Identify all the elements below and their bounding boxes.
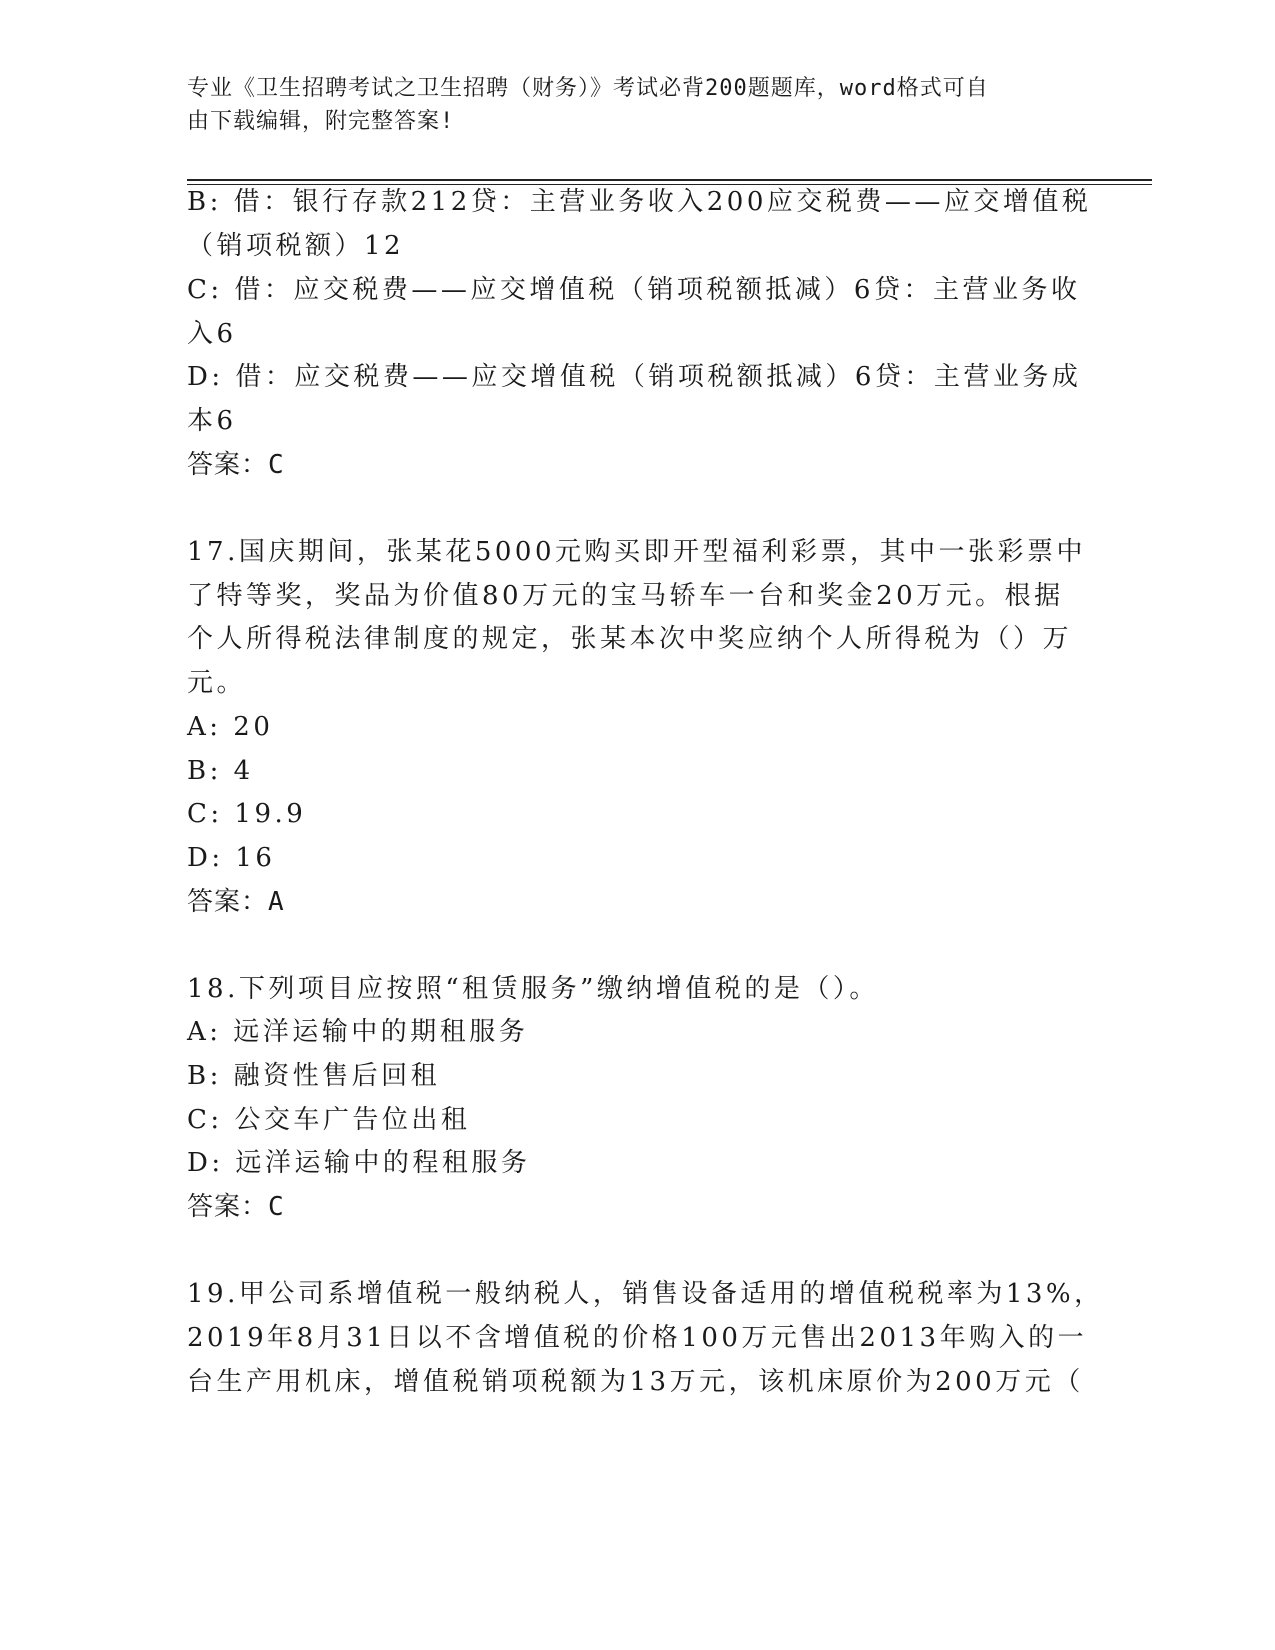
q16-answer-label: 答案： [187,450,269,480]
q18-option-a: A: 远洋运输中的期租服务 [187,1017,529,1047]
q17-option-c: C: 19.9 [187,799,307,829]
header-divider-thin [187,184,1152,185]
q17-option-d: D: 16 [187,843,276,873]
q17-answer-value: A [268,887,285,917]
q16-option-b-line-1: B: 借：银行存款212贷：主营业务收入200应交税费——应交增值税 [187,187,1092,217]
header-divider-thick [187,179,1152,181]
q18-option-c: C: 公交车广告位出租 [187,1105,471,1135]
q16-option-d-line-2: 本6 [187,406,237,436]
q17-answer [187,887,285,917]
q18-answer-value: C [268,1192,285,1222]
q17-option-b: B: 4 [187,756,254,786]
page-header [187,72,1087,138]
q19-stem-line-3: 台生产用机床，增值税销项税额为13万元，该机床原价为200万元（ [187,1367,1084,1397]
q17-stem-line-1: 17.国庆期间，张某花5000元购买即开型福利彩票，其中一张彩票中 [187,537,1087,567]
q18-option-d: D: 远洋运输中的程租服务 [187,1148,531,1178]
q18-answer-label: 答案： [187,1192,269,1222]
q16-answer-value: C [268,450,285,480]
q19-stem-line-1: 19.甲公司系增值税一般纳税人，销售设备适用的增值税税率为13%， [187,1279,1104,1309]
q16-option-c-line-1: C: 借：应交税费——应交增值税（销项税额抵减）6贷：主营业务收 [187,275,1081,305]
q19-stem-line-2: 2019年8月31日以不含增值税的价格100万元售出2013年购入的一 [187,1323,1088,1353]
q17-stem-line-4: 元。 [187,668,247,698]
q17-stem-line-2: 了特等奖，奖品为价值80万元的宝马轿车一台和奖金20万元。根据 [187,581,1064,611]
q17-stem-line-3: 个人所得税法律制度的规定，张某本次中奖应纳个人所得税为（）万 [187,624,1073,654]
q16-option-b-line-2: （销项税额）12 [187,231,405,261]
q18-option-b: B: 融资性售后回租 [187,1061,441,1091]
q18-stem: 18.下列项目应按照“租赁服务”缴纳增值税的是（）。 [187,974,879,1004]
q16-option-c-line-2: 入6 [187,319,237,349]
q17-answer-label: 答案： [187,887,269,917]
q17-option-a: A: 20 [187,712,274,742]
q16-option-d-line-1: D: 借：应交税费——应交增值税（销项税额抵减）6贷：主营业务成 [187,362,1082,392]
q16-answer [187,450,285,480]
q18-answer [187,1192,285,1222]
header-line-2: 由下载编辑，附完整答案! [187,109,455,134]
header-line-1: 专业《卫生招聘考试之卫生招聘（财务）》考试必背200题题库，word格式可自 [187,76,989,101]
